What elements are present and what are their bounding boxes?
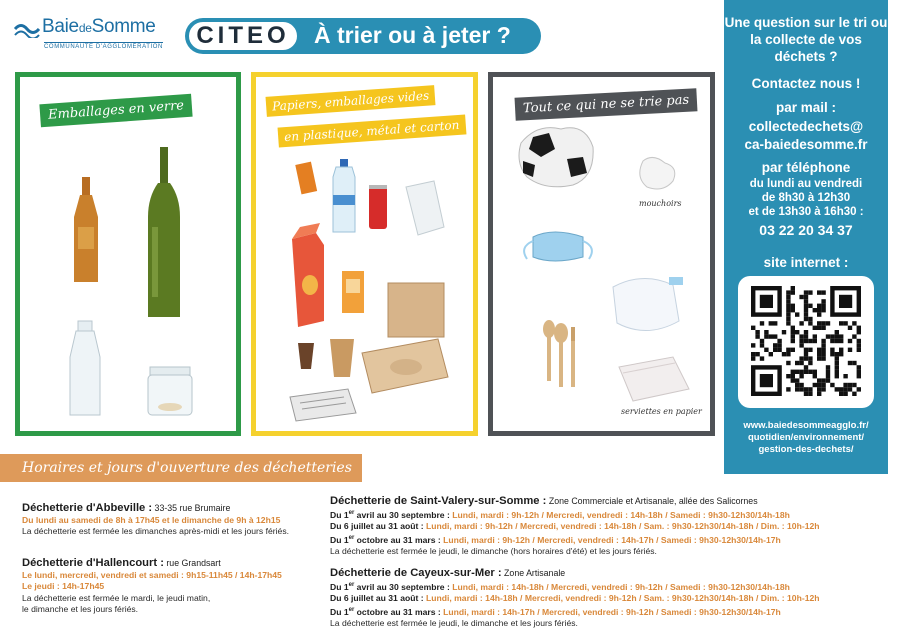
abbeville-hours: Du lundi au samedi de 8h à 17h45 et le dimanche de 9h à 12h15 — [22, 515, 281, 525]
paper-napkins-icon — [619, 357, 689, 401]
wave-icon — [14, 20, 40, 38]
wooden-cutlery-icon — [543, 320, 575, 387]
saint-valery-period-1: Du 1er avril au 30 septembre : Lundi, mardi : 9h-12h / Mercredi, vendredi : 14h-18h / Samedi : 9h30-12h30/14h-18h — [330, 509, 790, 520]
qr-code[interactable] — [738, 276, 874, 408]
cayeux-title: Déchetterie de Cayeux-sur-Mer : Zone Artisanale — [330, 567, 566, 579]
water-bottle-icon — [333, 159, 355, 232]
email-line-2: ca-baiedesomme.fr — [744, 137, 868, 152]
citeo-logo: CITEO — [187, 20, 299, 52]
non-recyclable-items-illustration — [493, 77, 710, 431]
phone-hours: du lundi au vendredi de 8h30 à 12h30 et de 13h30 à 16h30 : — [748, 178, 864, 218]
diaper-icon — [613, 277, 683, 331]
cayeux-period-3: Du 1er octobre au 31 mars : Lundi, mardi : 14h-17h / Mercredi, vendredi : 9h-12h / Samedi : 9h30-12h30/14h-17h — [330, 606, 781, 617]
cayeux-note: La déchetterie est fermée le jeudi, le dimanche et les jours fériés. — [330, 617, 578, 628]
juice-carton-icon — [292, 223, 324, 327]
caption-mouchoirs: mouchoirs — [639, 199, 682, 208]
plastic-tray-icon — [406, 181, 444, 235]
contact-cta: Contactez nous ! — [751, 76, 861, 91]
saint-valery-title: Déchetterie de Saint-Valery-sur-Somme : Zone Commerciale et Artisanale, allée des Salicornes — [330, 495, 758, 507]
hallencourt-hours-2: Le jeudi : 14h-17h45 — [22, 581, 105, 592]
green-bottle-icon — [148, 147, 180, 317]
hallencourt-title: Déchetterie d'Hallencourt : rue Grandsart — [22, 557, 221, 569]
site-heading: site internet : — [763, 255, 849, 270]
pizza-box-icon — [362, 283, 448, 393]
qr-code-icon — [751, 282, 861, 402]
baie-de-somme-logo — [14, 14, 174, 54]
website-link[interactable]: www.baiedesommeagglo.fr/ quotidien/environnement/ gestion-des-dechets/ — [743, 420, 869, 455]
dechetterie-abbeville — [22, 501, 289, 538]
horaires-banner: Horaires et jours d'ouverture des déchetteries — [0, 454, 362, 482]
logo-name: BaiedeSomme — [42, 16, 156, 37]
paper-cup-icon — [298, 339, 354, 377]
panel-recyclables-title-line1: Papiers, emballages vides — [266, 85, 436, 117]
dechetterie-hallencourt — [22, 556, 282, 616]
cayeux-period-2: Du 6 juillet au 31 août : Lundi, mardi : 14h-18h / Mercredi, vendredi : 9h-12h / Sam. : 9h30-12h30/14h-18h / Dim. : 10h-12h — [330, 593, 820, 604]
hallencourt-hours-1: Le lundi, mercredi, vendredi et samedi : 9h15-11h45 / 14h-17h45 — [22, 570, 282, 580]
mail-heading: par mail : — [775, 100, 837, 115]
glass-jar-icon — [148, 367, 192, 415]
amber-bottle-icon — [74, 177, 98, 282]
contact-panel — [724, 0, 888, 474]
phone-number-link[interactable]: 03 22 20 34 37 — [759, 222, 853, 238]
cayeux-period-1: Du 1er avril au 30 septembre : Lundi, mardi : 14h-18h / Mercredi, vendredi : 9h-12h / Samedi : 9h30-12h30/14h-18h — [330, 581, 790, 592]
soda-can-icon — [369, 185, 387, 229]
panel-verre-title: Emballages en verre — [39, 94, 192, 128]
email-line-1: collectedechets@ — [748, 119, 864, 134]
panel-ordures-title: Tout ce qui ne se trie pas — [515, 88, 698, 121]
abbeville-note: La déchetterie est fermée les dimanches après-midi et les jours fériés. — [22, 526, 290, 537]
contact-question: Une question sur le tri ou la collecte de vos déchets ? — [724, 15, 888, 64]
hallencourt-note-2: le dimanche et les jours fériés. — [22, 604, 139, 615]
logo-tagline: COMMUNAUTÉ D'AGGLOMÉRATION — [44, 44, 163, 50]
abbeville-title: Déchetterie d'Abbeville : 33-35 rue Brumaire — [22, 502, 231, 514]
newspaper-icon — [290, 389, 356, 421]
dechetterie-saint-valery — [330, 494, 820, 557]
panel-verre — [15, 72, 241, 436]
glass-items-illustration — [20, 77, 236, 431]
saint-valery-period-3: Du 1er octobre au 31 mars : Lundi, mardi : 9h-12h / Mercredi, vendredi : 14h-17h / Samedi : 9h30-12h30/14h-17h — [330, 534, 781, 545]
panel-recyclables-title-line2: en plastique, métal et carton — [278, 114, 466, 147]
contact-email-link[interactable] — [724, 118, 888, 154]
milk-bottle-icon — [70, 321, 100, 415]
dechetterie-cayeux — [330, 566, 820, 629]
cereal-box-icon — [342, 271, 364, 313]
phone-heading: par téléphone — [761, 160, 851, 175]
face-mask-icon — [524, 232, 592, 261]
caption-serviettes: serviettes en papier — [621, 407, 702, 416]
panel-ordures — [488, 72, 715, 436]
hallencourt-note-1: La déchetterie est fermée le mardi, le jeudi matin, — [22, 592, 211, 603]
snack-box-icon — [295, 162, 317, 195]
saint-valery-note: La déchetterie est fermée le jeudi, le dimanche (hors horaires d'été) et les jours fériés. — [330, 545, 657, 556]
page-title: À trier ou à jeter ? — [314, 22, 511, 48]
panel-recyclables — [251, 72, 478, 436]
saint-valery-period-2: Du 6 juillet au 31 août : Lundi, mardi : 9h-12h / Mercredi, vendredi : 14h-18h / Sam. : 9h30-12h30/14h-18h / Dim. : 10h-12h — [330, 521, 820, 532]
deflated-ball-icon — [519, 128, 593, 187]
tissue-icon — [640, 157, 675, 189]
